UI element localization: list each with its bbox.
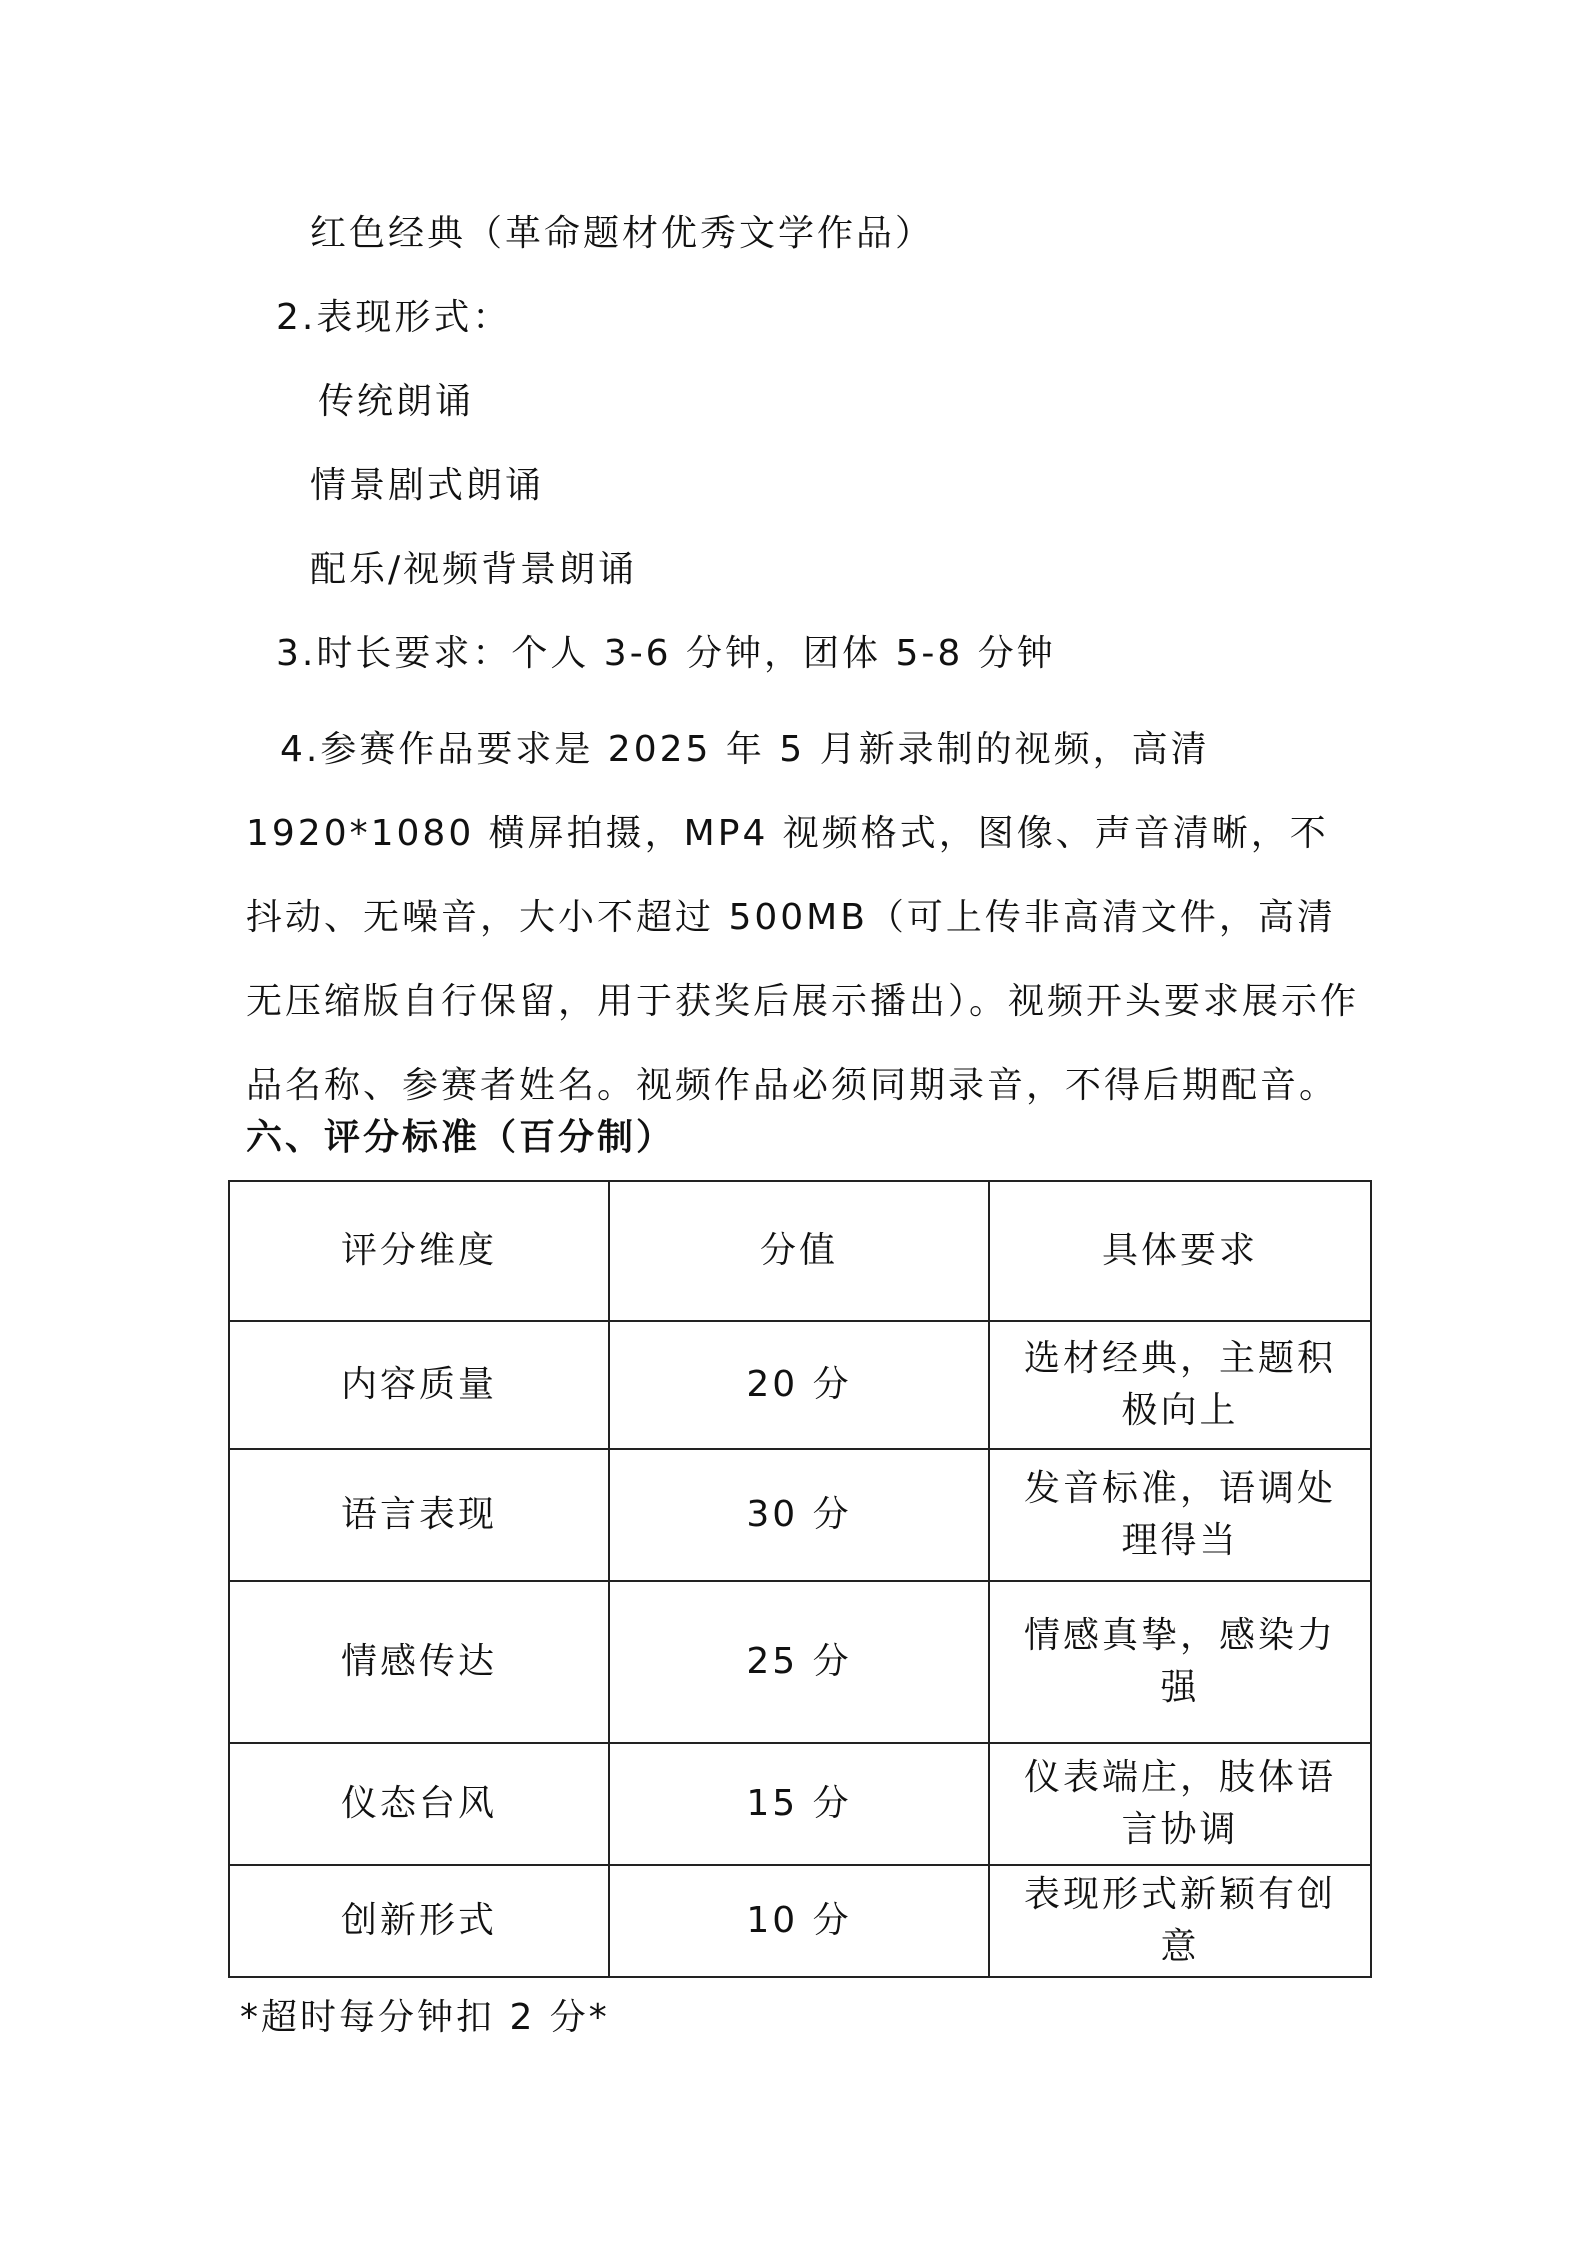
table-row (229, 1449, 1371, 1581)
score-cell: 15 分 (609, 1743, 989, 1865)
score-cell: 30 分 (609, 1449, 989, 1581)
form-traditional: 传统朗诵 (318, 381, 475, 422)
dimension-cell: 创新形式 (229, 1865, 609, 1977)
dimension-cell: 仪态台风 (229, 1743, 609, 1865)
header-requirement: 具体要求 (989, 1181, 1371, 1321)
item-red-classic: 红色经典（革命题材优秀文学作品） (310, 213, 935, 254)
requirement-text: 仪表端庄，肢体语言协调 (1023, 1757, 1336, 1850)
requirement-cell (989, 1449, 1371, 1581)
score-cell: 10 分 (609, 1865, 989, 1977)
footnote: *超时每分钟扣 2 分* (240, 1997, 610, 2038)
header-score: 分值 (609, 1181, 989, 1321)
table-row (229, 1865, 1371, 1977)
table-header-row (229, 1181, 1371, 1321)
requirement-cell (989, 1865, 1371, 1977)
dimension-cell: 情感传达 (229, 1581, 609, 1743)
requirement-text: 表现形式新颖有创意 (1023, 1874, 1336, 1967)
duration-requirement: 3.时长要求：个人 3-6 分钟，团体 5-8 分钟 (276, 633, 1056, 674)
submission-requirements: 4.参赛作品要求是 2025 年 5 月新录制的视频，高清 1920*1080 横屏拍摄，MP4 视频格式，图像、声音清晰，不抖动、无噪音，大小不超过 500MB（可上传非高清文件，高清无压缩版自行保留，用于获奖后展示播出）。视频开头要求展示作品名称、参赛者姓名。视频作品必须同期录音，不得后期配音。 (246, 729, 1360, 1106)
scoring-table (228, 1180, 1372, 1978)
dimension-cell: 语言表现 (229, 1449, 609, 1581)
dimension-cell: 内容质量 (229, 1321, 609, 1449)
table-row (229, 1321, 1371, 1449)
requirement-cell (989, 1581, 1371, 1743)
requirement-text: 发音标准，语调处理得当 (1023, 1468, 1336, 1561)
table-row (229, 1581, 1371, 1743)
requirement-text: 情感真挚，感染力强 (1023, 1615, 1336, 1708)
form-drama: 情景剧式朗诵 (310, 465, 545, 506)
score-cell: 20 分 (609, 1321, 989, 1449)
requirement-cell (989, 1743, 1371, 1865)
form-title: 2.表现形式： (276, 297, 512, 338)
requirement-cell (989, 1321, 1371, 1449)
requirement-text: 选材经典，主题积极向上 (1023, 1338, 1336, 1431)
form-music: 配乐/视频背景朗诵 (310, 549, 638, 590)
header-dimension: 评分维度 (229, 1181, 609, 1321)
table-row (229, 1743, 1371, 1865)
score-cell: 25 分 (609, 1581, 989, 1743)
section-title: 六、评分标准（百分制） (246, 1117, 676, 1158)
